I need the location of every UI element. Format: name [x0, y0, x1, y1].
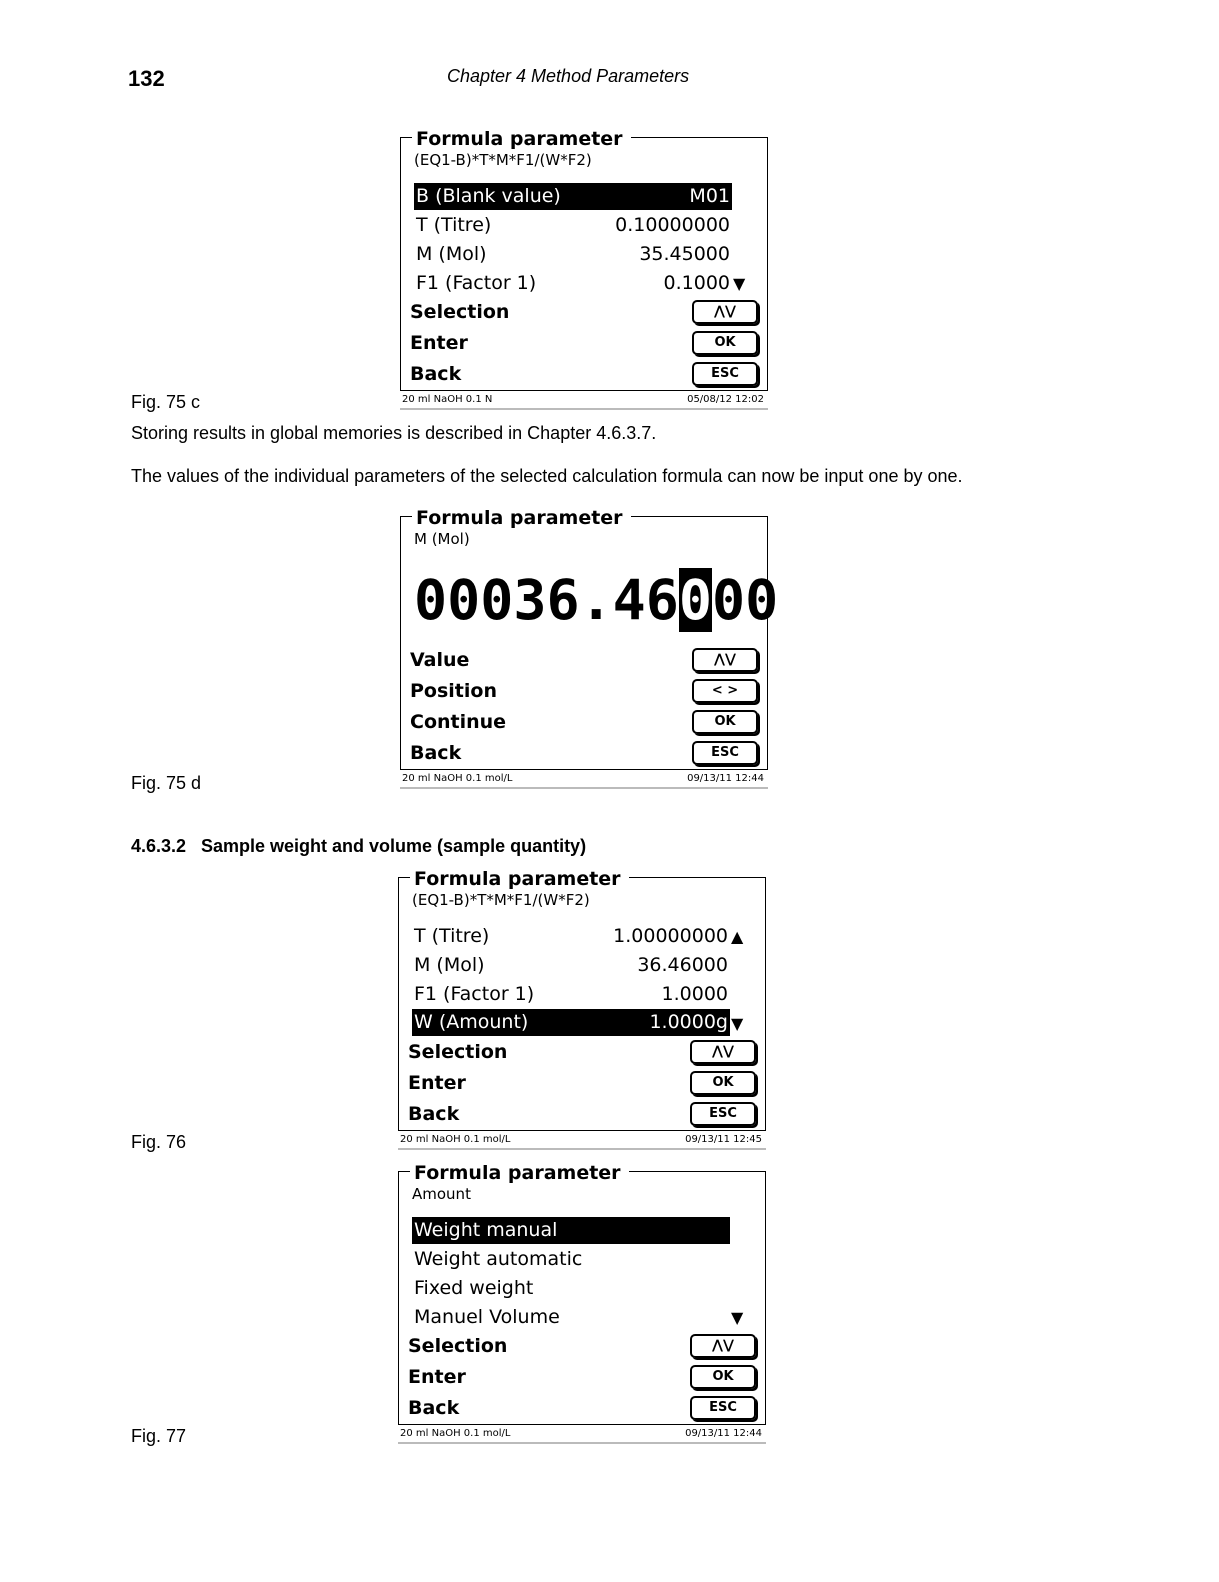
param-label: F1 (Factor 1)	[414, 983, 535, 1005]
esc-key[interactable]: ESC	[692, 362, 758, 386]
parameter-subtitle: Amount	[412, 1185, 471, 1203]
action-label: Selection	[410, 301, 510, 323]
screen-title: Formula parameter	[410, 868, 629, 890]
formula-subtitle: (EQ1-B)*T*M*F1/(W*F2)	[414, 151, 592, 169]
action-label: Selection	[408, 1041, 508, 1063]
section-title: Sample weight and volume (sample quantity)	[201, 836, 587, 856]
action-label: Continue	[410, 711, 507, 733]
param-row-factor1[interactable]	[414, 270, 732, 297]
value-editor[interactable]	[414, 568, 778, 632]
ok-key[interactable]: OK	[692, 710, 758, 734]
status-method: 20 ml NaOH 0.1 N	[402, 394, 493, 405]
param-row-blank[interactable]	[414, 183, 732, 210]
screen-title: Formula parameter	[410, 1162, 629, 1184]
esc-key[interactable]: ESC	[692, 741, 758, 765]
option-label: Weight automatic	[414, 1248, 583, 1270]
cursor-digit[interactable]: 0	[678, 568, 713, 632]
action-label: Back	[408, 1103, 460, 1125]
param-label: M (Mol)	[416, 243, 487, 265]
param-row-titre[interactable]	[414, 212, 732, 239]
scroll-down-icon: ▼	[731, 1308, 744, 1327]
formula-subtitle: (EQ1-B)*T*M*F1/(W*F2)	[412, 891, 590, 909]
action-back[interactable]	[410, 739, 758, 767]
ok-key[interactable]: OK	[690, 1071, 756, 1095]
action-back[interactable]	[408, 1100, 756, 1128]
option-label: Fixed weight	[414, 1277, 534, 1299]
action-label: Enter	[408, 1072, 466, 1094]
param-value: 35.45000	[639, 243, 730, 265]
figure-label: Fig. 75 d	[131, 773, 202, 793]
param-row-mol[interactable]	[414, 241, 732, 268]
status-bar	[398, 1132, 766, 1150]
value-digits: 00	[712, 568, 779, 632]
param-value: 0.1000	[663, 272, 730, 294]
param-value: 1.0000g	[649, 1011, 728, 1033]
scroll-down-icon: ▼	[733, 274, 746, 293]
status-datetime: 09/13/11 12:44	[685, 1428, 762, 1439]
action-label: Enter	[408, 1366, 466, 1388]
status-datetime: 09/13/11 12:44	[687, 773, 764, 784]
action-back[interactable]	[408, 1394, 756, 1422]
section-heading	[131, 836, 586, 857]
screen-title: Formula parameter	[412, 507, 631, 529]
param-label: T (Titre)	[416, 214, 492, 236]
left-right-key-icon[interactable]: < >	[692, 679, 758, 703]
param-value: 0.10000000	[615, 214, 730, 236]
action-selection[interactable]	[408, 1332, 756, 1360]
action-label: Enter	[410, 332, 468, 354]
action-label: Back	[410, 363, 462, 385]
action-label: Back	[408, 1397, 460, 1419]
option-manual-volume[interactable]	[412, 1304, 730, 1331]
action-enter[interactable]	[408, 1069, 756, 1097]
section-number: 4.6.3.2	[131, 836, 187, 856]
action-label: Back	[410, 742, 462, 764]
status-method: 20 ml NaOH 0.1 mol/L	[400, 1428, 511, 1439]
esc-key[interactable]: ESC	[690, 1102, 756, 1126]
esc-key[interactable]: ESC	[690, 1396, 756, 1420]
scroll-up-icon: ▲	[731, 927, 744, 946]
status-datetime: 05/08/12 12:02	[687, 394, 764, 405]
action-label: Value	[410, 649, 470, 671]
status-bar	[400, 392, 768, 410]
figure-label: Fig. 77	[131, 1426, 187, 1446]
figure-label: Fig. 75 c	[131, 392, 201, 412]
option-label: Weight manual	[414, 1219, 558, 1241]
scroll-down-icon: ▼	[731, 1014, 744, 1033]
status-method: 20 ml NaOH 0.1 mol/L	[400, 1134, 511, 1145]
paragraph: Storing results in global memories is described in Chapter 4.6.3.7.	[131, 423, 657, 443]
param-label: W (Amount)	[414, 1011, 529, 1033]
action-label: Position	[410, 680, 497, 702]
chapter-title: Chapter 4 Method Parameters	[447, 66, 690, 86]
option-weight-manual[interactable]	[412, 1217, 730, 1244]
value-digits: 00036.46	[414, 568, 679, 632]
param-value: 36.46000	[637, 954, 728, 976]
status-datetime: 09/13/11 12:45	[685, 1134, 762, 1145]
action-selection[interactable]	[408, 1038, 756, 1066]
up-down-key-icon[interactable]: ⋀⋁	[690, 1334, 756, 1358]
up-down-key-icon[interactable]: ⋀⋁	[692, 300, 758, 324]
page-number: 132	[128, 66, 165, 91]
option-fixed-weight[interactable]	[412, 1275, 730, 1302]
option-weight-automatic[interactable]	[412, 1246, 730, 1273]
action-continue[interactable]	[410, 708, 758, 736]
action-selection[interactable]	[410, 298, 758, 326]
option-label: Manuel Volume	[414, 1306, 560, 1328]
param-label: T (Titre)	[414, 925, 490, 947]
action-enter[interactable]	[410, 329, 758, 357]
ok-key[interactable]: OK	[690, 1365, 756, 1389]
param-value: 1.00000000	[613, 925, 728, 947]
param-label: F1 (Factor 1)	[416, 272, 537, 294]
paragraph: The values of the individual parameters of the selected calculation formula can now be input one by one.	[131, 466, 963, 486]
action-label: Selection	[408, 1335, 508, 1357]
param-label: M (Mol)	[414, 954, 485, 976]
figure-label: Fig. 76	[131, 1132, 187, 1152]
param-label: B (Blank value)	[416, 185, 561, 207]
action-enter[interactable]	[408, 1363, 756, 1391]
status-method: 20 ml NaOH 0.1 mol/L	[402, 773, 513, 784]
ok-key[interactable]: OK	[692, 331, 758, 355]
param-row-factor1[interactable]	[412, 981, 730, 1008]
action-position[interactable]	[410, 677, 758, 705]
status-bar	[400, 771, 768, 789]
status-bar	[398, 1426, 766, 1444]
up-down-key-icon[interactable]: ⋀⋁	[692, 648, 758, 672]
parameter-subtitle: M (Mol)	[414, 530, 470, 548]
param-row-mol[interactable]	[412, 952, 730, 979]
param-row-amount[interactable]	[412, 1009, 730, 1036]
param-value: 1.0000	[661, 983, 728, 1005]
screen-title: Formula parameter	[412, 128, 631, 150]
param-row-titre[interactable]	[412, 923, 730, 950]
action-back[interactable]	[410, 360, 758, 388]
param-value: M01	[689, 185, 730, 207]
action-value[interactable]	[410, 646, 758, 674]
up-down-key-icon[interactable]: ⋀⋁	[690, 1040, 756, 1064]
